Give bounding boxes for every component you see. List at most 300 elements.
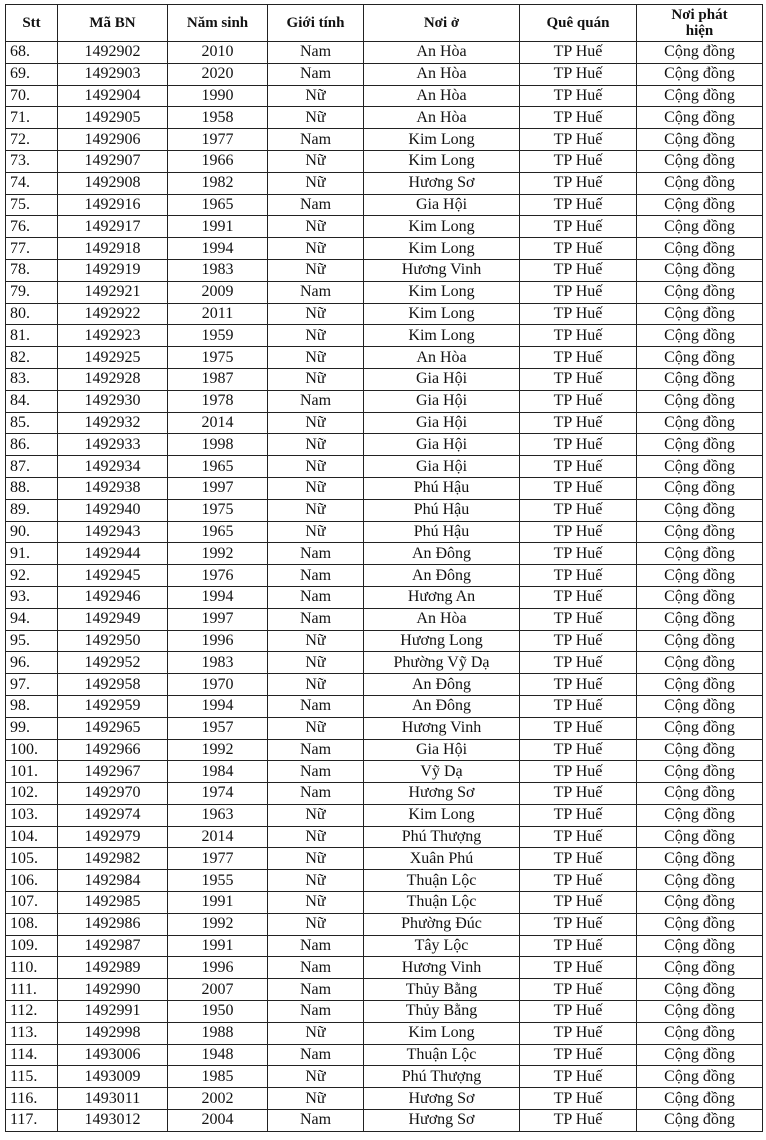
cell-detection-place: Cộng đồng — [637, 347, 763, 369]
cell-detection-place: Cộng đồng — [637, 42, 763, 64]
cell-hometown: TP Huế — [520, 259, 637, 281]
cell-detection-place: Cộng đồng — [637, 804, 763, 826]
cell-detection-place: Cộng đồng — [637, 238, 763, 260]
cell-residence: An Đông — [364, 565, 520, 587]
cell-hometown: TP Huế — [520, 194, 637, 216]
cell-stt: 90. — [6, 521, 58, 543]
cell-birth-year: 1987 — [168, 368, 268, 390]
cell-residence: Thuận Lộc — [364, 1044, 520, 1066]
table-row — [6, 390, 763, 412]
cell-birth-year: 2007 — [168, 979, 268, 1001]
cell-stt: 112. — [6, 1001, 58, 1023]
cell-patient-code: 1492907 — [58, 150, 168, 172]
cell-birth-year: 1998 — [168, 434, 268, 456]
cell-detection-place: Cộng đồng — [637, 1066, 763, 1088]
table-row — [6, 368, 763, 390]
cell-patient-code: 1492933 — [58, 434, 168, 456]
table-row — [6, 826, 763, 848]
cell-gender: Nam — [268, 565, 364, 587]
cell-hometown: TP Huế — [520, 608, 637, 630]
header-detection-place — [637, 5, 763, 42]
cell-residence: Kim Long — [364, 1022, 520, 1044]
cell-gender: Nữ — [268, 630, 364, 652]
cell-patient-code: 1492916 — [58, 194, 168, 216]
cell-patient-code: 1492966 — [58, 739, 168, 761]
cell-birth-year: 1965 — [168, 521, 268, 543]
cell-stt: 108. — [6, 913, 58, 935]
cell-gender: Nam — [268, 390, 364, 412]
cell-gender: Nữ — [268, 172, 364, 194]
cell-stt: 82. — [6, 347, 58, 369]
table-row — [6, 892, 763, 914]
cell-stt: 103. — [6, 804, 58, 826]
cell-gender: Nữ — [268, 412, 364, 434]
cell-hometown: TP Huế — [520, 107, 637, 129]
table-row — [6, 238, 763, 260]
cell-hometown: TP Huế — [520, 347, 637, 369]
cell-gender: Nữ — [268, 892, 364, 914]
cell-detection-place: Cộng đồng — [637, 543, 763, 565]
cell-gender: Nữ — [268, 259, 364, 281]
cell-stt: 98. — [6, 695, 58, 717]
cell-detection-place: Cộng đồng — [637, 935, 763, 957]
cell-hometown: TP Huế — [520, 42, 637, 64]
cell-birth-year: 2014 — [168, 412, 268, 434]
cell-stt: 113. — [6, 1022, 58, 1044]
cell-stt: 71. — [6, 107, 58, 129]
cell-stt: 83. — [6, 368, 58, 390]
cell-gender: Nữ — [268, 499, 364, 521]
cell-hometown: TP Huế — [520, 150, 637, 172]
cell-stt: 117. — [6, 1110, 58, 1132]
cell-hometown: TP Huế — [520, 565, 637, 587]
cell-patient-code: 1492930 — [58, 390, 168, 412]
cell-hometown: TP Huế — [520, 652, 637, 674]
cell-patient-code: 1492922 — [58, 303, 168, 325]
cell-birth-year: 1975 — [168, 499, 268, 521]
cell-hometown: TP Huế — [520, 717, 637, 739]
cell-patient-code: 1492943 — [58, 521, 168, 543]
cell-detection-place: Cộng đồng — [637, 412, 763, 434]
cell-birth-year: 1997 — [168, 477, 268, 499]
table-row — [6, 957, 763, 979]
cell-residence: An Đông — [364, 695, 520, 717]
cell-gender: Nữ — [268, 1022, 364, 1044]
cell-residence: Kim Long — [364, 325, 520, 347]
table-row — [6, 412, 763, 434]
cell-birth-year: 1978 — [168, 390, 268, 412]
cell-hometown: TP Huế — [520, 456, 637, 478]
cell-birth-year: 1965 — [168, 194, 268, 216]
cell-residence: An Hòa — [364, 608, 520, 630]
cell-patient-code: 1492934 — [58, 456, 168, 478]
cell-birth-year: 1976 — [168, 565, 268, 587]
cell-residence: Tây Lộc — [364, 935, 520, 957]
cell-hometown: TP Huế — [520, 913, 637, 935]
cell-birth-year: 1984 — [168, 761, 268, 783]
cell-patient-code: 1492921 — [58, 281, 168, 303]
table-row — [6, 1044, 763, 1066]
cell-hometown: TP Huế — [520, 216, 637, 238]
cell-detection-place: Cộng đồng — [637, 1022, 763, 1044]
cell-hometown: TP Huế — [520, 1001, 637, 1023]
table-row — [6, 1066, 763, 1088]
cell-stt: 102. — [6, 783, 58, 805]
cell-detection-place: Cộng đồng — [637, 586, 763, 608]
table-row — [6, 674, 763, 696]
cell-detection-place: Cộng đồng — [637, 456, 763, 478]
cell-gender: Nam — [268, 42, 364, 64]
cell-hometown: TP Huế — [520, 826, 637, 848]
header-stt: Stt — [6, 5, 58, 42]
cell-stt: 97. — [6, 674, 58, 696]
cell-gender: Nam — [268, 957, 364, 979]
header-gender: Giới tính — [268, 5, 364, 42]
cell-detection-place: Cộng đồng — [637, 717, 763, 739]
cell-stt: 100. — [6, 739, 58, 761]
cell-birth-year: 1996 — [168, 630, 268, 652]
cell-stt: 95. — [6, 630, 58, 652]
cell-residence: Kim Long — [364, 303, 520, 325]
cell-residence: Hương Vinh — [364, 717, 520, 739]
cell-detection-place: Cộng đồng — [637, 652, 763, 674]
table-row — [6, 281, 763, 303]
cell-hometown: TP Huế — [520, 434, 637, 456]
cell-detection-place: Cộng đồng — [637, 761, 763, 783]
cell-patient-code: 1492950 — [58, 630, 168, 652]
cell-hometown: TP Huế — [520, 848, 637, 870]
cell-patient-code: 1492917 — [58, 216, 168, 238]
cell-residence: Thủy Bằng — [364, 1001, 520, 1023]
cell-hometown: TP Huế — [520, 979, 637, 1001]
cell-birth-year: 2020 — [168, 63, 268, 85]
cell-gender: Nữ — [268, 826, 364, 848]
cell-gender: Nữ — [268, 1088, 364, 1110]
cell-residence: An Hòa — [364, 63, 520, 85]
table-row — [6, 848, 763, 870]
cell-detection-place: Cộng đồng — [637, 979, 763, 1001]
cell-residence: Gia Hội — [364, 194, 520, 216]
cell-patient-code: 1492923 — [58, 325, 168, 347]
header-residence: Nơi ở — [364, 5, 520, 42]
cell-stt: 114. — [6, 1044, 58, 1066]
cell-hometown: TP Huế — [520, 85, 637, 107]
cell-stt: 89. — [6, 499, 58, 521]
table-row — [6, 1088, 763, 1110]
cell-detection-place: Cộng đồng — [637, 565, 763, 587]
table-row — [6, 303, 763, 325]
cell-stt: 74. — [6, 172, 58, 194]
cell-patient-code: 1492949 — [58, 608, 168, 630]
cell-stt: 80. — [6, 303, 58, 325]
cell-gender: Nam — [268, 586, 364, 608]
cell-stt: 105. — [6, 848, 58, 870]
cell-gender: Nam — [268, 129, 364, 151]
table-row — [6, 1110, 763, 1132]
cell-residence: Hương Long — [364, 630, 520, 652]
cell-birth-year: 1974 — [168, 783, 268, 805]
cell-stt: 72. — [6, 129, 58, 151]
cell-detection-place: Cộng đồng — [637, 870, 763, 892]
table-row — [6, 565, 763, 587]
table-row — [6, 434, 763, 456]
cell-gender: Nữ — [268, 477, 364, 499]
cell-gender: Nữ — [268, 107, 364, 129]
cell-stt: 73. — [6, 150, 58, 172]
cell-hometown: TP Huế — [520, 1066, 637, 1088]
cell-residence: Kim Long — [364, 150, 520, 172]
cell-birth-year: 1957 — [168, 717, 268, 739]
cell-stt: 78. — [6, 259, 58, 281]
cell-birth-year: 1991 — [168, 935, 268, 957]
cell-hometown: TP Huế — [520, 172, 637, 194]
cell-patient-code: 1492970 — [58, 783, 168, 805]
cell-patient-code: 1492967 — [58, 761, 168, 783]
cell-birth-year: 1959 — [168, 325, 268, 347]
cell-patient-code: 1492905 — [58, 107, 168, 129]
cell-residence: Kim Long — [364, 281, 520, 303]
table-row — [6, 1022, 763, 1044]
cell-gender: Nữ — [268, 347, 364, 369]
cell-stt: 91. — [6, 543, 58, 565]
cell-residence: An Hòa — [364, 42, 520, 64]
cell-birth-year: 1970 — [168, 674, 268, 696]
cell-detection-place: Cộng đồng — [637, 281, 763, 303]
cell-birth-year: 1994 — [168, 586, 268, 608]
cell-residence: Phường Đúc — [364, 913, 520, 935]
cell-stt: 106. — [6, 870, 58, 892]
cell-birth-year: 1994 — [168, 695, 268, 717]
cell-patient-code: 1492965 — [58, 717, 168, 739]
cell-patient-code: 1492919 — [58, 259, 168, 281]
cell-residence: Thuận Lộc — [364, 870, 520, 892]
cell-birth-year: 1983 — [168, 259, 268, 281]
cell-birth-year: 1991 — [168, 892, 268, 914]
cell-birth-year: 1983 — [168, 652, 268, 674]
cell-patient-code: 1492944 — [58, 543, 168, 565]
cell-patient-code: 1492986 — [58, 913, 168, 935]
cell-detection-place: Cộng đồng — [637, 957, 763, 979]
cell-gender: Nam — [268, 281, 364, 303]
cell-birth-year: 2010 — [168, 42, 268, 64]
cell-birth-year: 1966 — [168, 150, 268, 172]
cell-residence: Phường Vỹ Dạ — [364, 652, 520, 674]
cell-hometown: TP Huế — [520, 935, 637, 957]
cell-gender: Nam — [268, 783, 364, 805]
cell-stt: 104. — [6, 826, 58, 848]
table-row — [6, 172, 763, 194]
cell-patient-code: 1492987 — [58, 935, 168, 957]
cell-stt: 116. — [6, 1088, 58, 1110]
table-row — [6, 63, 763, 85]
table-row — [6, 477, 763, 499]
cell-gender: Nữ — [268, 913, 364, 935]
cell-stt: 76. — [6, 216, 58, 238]
cell-birth-year: 2011 — [168, 303, 268, 325]
cell-gender: Nam — [268, 1001, 364, 1023]
cell-detection-place: Cộng đồng — [637, 913, 763, 935]
cell-hometown: TP Huế — [520, 63, 637, 85]
table-row — [6, 979, 763, 1001]
cell-gender: Nam — [268, 739, 364, 761]
table-row — [6, 521, 763, 543]
cell-gender: Nam — [268, 761, 364, 783]
cell-birth-year: 1992 — [168, 739, 268, 761]
cell-birth-year: 1996 — [168, 957, 268, 979]
header-hometown: Quê quán — [520, 5, 637, 42]
table-row — [6, 150, 763, 172]
cell-gender: Nữ — [268, 85, 364, 107]
cell-detection-place: Cộng đồng — [637, 674, 763, 696]
cell-birth-year: 2009 — [168, 281, 268, 303]
table-row — [6, 739, 763, 761]
cell-detection-place: Cộng đồng — [637, 390, 763, 412]
cell-gender: Nữ — [268, 804, 364, 826]
cell-birth-year: 1992 — [168, 913, 268, 935]
cell-birth-year: 1988 — [168, 1022, 268, 1044]
cell-gender: Nam — [268, 979, 364, 1001]
cell-stt: 85. — [6, 412, 58, 434]
cell-stt: 92. — [6, 565, 58, 587]
cell-patient-code: 1493006 — [58, 1044, 168, 1066]
table-row — [6, 870, 763, 892]
cell-detection-place: Cộng đồng — [637, 325, 763, 347]
table-row — [6, 194, 763, 216]
cell-detection-place: Cộng đồng — [637, 695, 763, 717]
cell-birth-year: 1975 — [168, 347, 268, 369]
cell-detection-place: Cộng đồng — [637, 368, 763, 390]
table-row — [6, 608, 763, 630]
header-birth-year: Năm sinh — [168, 5, 268, 42]
cell-birth-year: 1965 — [168, 456, 268, 478]
cell-hometown: TP Huế — [520, 499, 637, 521]
cell-gender: Nam — [268, 194, 364, 216]
cell-residence: Gia Hội — [364, 434, 520, 456]
table-row — [6, 456, 763, 478]
cell-hometown: TP Huế — [520, 281, 637, 303]
table-row — [6, 107, 763, 129]
table-row — [6, 783, 763, 805]
header-row — [6, 5, 763, 42]
cell-birth-year: 1991 — [168, 216, 268, 238]
table-row — [6, 42, 763, 64]
cell-hometown: TP Huế — [520, 303, 637, 325]
cell-detection-place: Cộng đồng — [637, 63, 763, 85]
cell-residence: Hương Vinh — [364, 957, 520, 979]
cell-detection-place: Cộng đồng — [637, 259, 763, 281]
cell-patient-code: 1493012 — [58, 1110, 168, 1132]
cell-residence: Hương Vinh — [364, 259, 520, 281]
cell-patient-code: 1492982 — [58, 848, 168, 870]
cell-residence: Kim Long — [364, 804, 520, 826]
cell-gender: Nữ — [268, 325, 364, 347]
table-row — [6, 1001, 763, 1023]
cell-hometown: TP Huế — [520, 477, 637, 499]
cell-gender: Nữ — [268, 717, 364, 739]
cell-residence: Kim Long — [364, 129, 520, 151]
cell-detection-place: Cộng đồng — [637, 848, 763, 870]
cell-gender: Nữ — [268, 303, 364, 325]
table-row — [6, 695, 763, 717]
cell-hometown: TP Huế — [520, 325, 637, 347]
cell-detection-place: Cộng đồng — [637, 739, 763, 761]
cell-hometown: TP Huế — [520, 390, 637, 412]
cell-detection-place: Cộng đồng — [637, 216, 763, 238]
cell-stt: 75. — [6, 194, 58, 216]
cell-residence: Thuận Lộc — [364, 892, 520, 914]
cell-residence: An Hòa — [364, 107, 520, 129]
table-row — [6, 216, 763, 238]
cell-detection-place: Cộng đồng — [637, 129, 763, 151]
cell-birth-year: 1977 — [168, 129, 268, 151]
cell-residence: An Đông — [364, 674, 520, 696]
cell-hometown: TP Huế — [520, 957, 637, 979]
cell-gender: Nam — [268, 695, 364, 717]
cell-gender: Nữ — [268, 150, 364, 172]
cell-patient-code: 1492903 — [58, 63, 168, 85]
cell-patient-code: 1492952 — [58, 652, 168, 674]
cell-gender: Nữ — [268, 848, 364, 870]
cell-hometown: TP Huế — [520, 586, 637, 608]
cell-detection-place: Cộng đồng — [637, 194, 763, 216]
cell-gender: Nam — [268, 608, 364, 630]
cell-hometown: TP Huế — [520, 1110, 637, 1132]
cell-detection-place: Cộng đồng — [637, 608, 763, 630]
cell-stt: 88. — [6, 477, 58, 499]
cell-patient-code: 1492925 — [58, 347, 168, 369]
cell-hometown: TP Huế — [520, 1088, 637, 1110]
table-row — [6, 935, 763, 957]
header-patient-code: Mã BN — [58, 5, 168, 42]
cell-gender: Nữ — [268, 456, 364, 478]
cell-patient-code: 1492998 — [58, 1022, 168, 1044]
cell-hometown: TP Huế — [520, 1022, 637, 1044]
cell-stt: 86. — [6, 434, 58, 456]
cell-detection-place: Cộng đồng — [637, 1088, 763, 1110]
cell-hometown: TP Huế — [520, 630, 637, 652]
cell-stt: 93. — [6, 586, 58, 608]
cell-residence: Hương Sơ — [364, 1110, 520, 1132]
cell-hometown: TP Huế — [520, 1044, 637, 1066]
table-row — [6, 717, 763, 739]
cell-residence: Phú Hậu — [364, 499, 520, 521]
cell-detection-place: Cộng đồng — [637, 434, 763, 456]
table-row — [6, 325, 763, 347]
cell-stt: 70. — [6, 85, 58, 107]
cell-detection-place: Cộng đồng — [637, 783, 763, 805]
cell-patient-code: 1493011 — [58, 1088, 168, 1110]
cell-residence: Vỹ Dạ — [364, 761, 520, 783]
cell-residence: An Đông — [364, 543, 520, 565]
cell-residence: Hương An — [364, 586, 520, 608]
cell-gender: Nam — [268, 63, 364, 85]
cell-gender: Nữ — [268, 674, 364, 696]
cell-gender: Nữ — [268, 1066, 364, 1088]
table-body — [6, 42, 763, 1132]
cell-birth-year: 1994 — [168, 238, 268, 260]
cell-detection-place: Cộng đồng — [637, 826, 763, 848]
table-row — [6, 347, 763, 369]
cell-birth-year: 2004 — [168, 1110, 268, 1132]
cell-birth-year: 1963 — [168, 804, 268, 826]
cell-birth-year: 1958 — [168, 107, 268, 129]
cell-residence: Phú Thượng — [364, 826, 520, 848]
cell-patient-code: 1492974 — [58, 804, 168, 826]
cell-hometown: TP Huế — [520, 238, 637, 260]
cell-hometown: TP Huế — [520, 783, 637, 805]
cell-residence: Phú Hậu — [364, 477, 520, 499]
cell-residence: Hương Sơ — [364, 1088, 520, 1110]
